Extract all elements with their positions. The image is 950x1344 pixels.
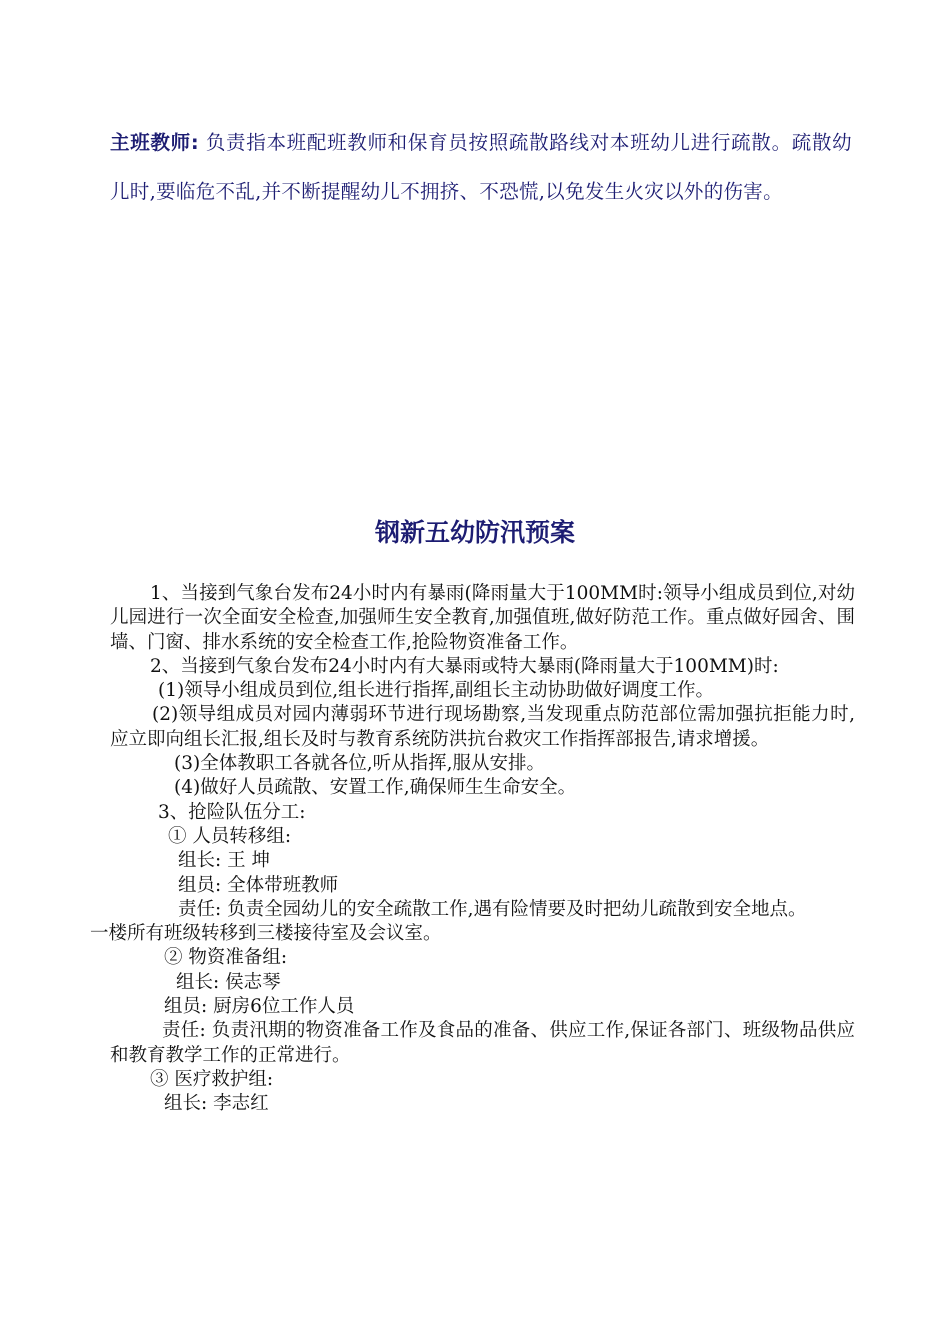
group-1-note: 一楼所有班级转移到三楼接待室及会议室。 xyxy=(90,923,442,945)
group-2-members: 组员: 厨房6位工作人员 xyxy=(164,996,355,1018)
paragraph-3: 3、抢险队伍分工: xyxy=(158,801,306,823)
role-description: 负责指本班配班教师和保育员按照疏散路线对本班幼儿进行疏散。疏散幼儿时,要临危不乱,并不断提醒幼儿不拥挤、不恐慌,以免发生火灾以外的伤害。 xyxy=(110,131,852,203)
paragraph-2-2: (2)领导组成员对园内薄弱环节进行现场勘察,当发现重点防范部位需加强抗拒能力时,应立即向组长汇报,组长及时与教育系统防洪抗台救灾工作指挥部报告,请求增援。 xyxy=(110,704,855,750)
group-2-leader: 组长: 侯志琴 xyxy=(176,971,281,993)
group-3-leader: 组长: 李志红 xyxy=(164,1093,269,1115)
document-body xyxy=(90,582,855,1117)
paragraph-2: 2、当接到气象台发布24小时内有大暴雨或特大暴雨(降雨量大于100MM)时: xyxy=(150,655,779,677)
page-title: 钢新五幼防汛预案 xyxy=(374,518,575,547)
group-2-duty: 责任: 负责汛期的物资准备工作及食品的准备、供应工作,保证各部门、班级物品供应和教育教学工作的正常进行。 xyxy=(110,1020,855,1066)
group-1-leader: 组长: 王 坤 xyxy=(178,850,270,872)
role-label: 主班教师: xyxy=(110,131,199,154)
group-1-members: 组员: 全体带班教师 xyxy=(178,874,339,896)
paragraph-1: 1、当接到气象台发布24小时内有暴雨(降雨量大于100MM时:领导小组成员到位,对幼儿园进行一次全面安全检查,加强师生安全教育,加强值班,做好防范工作。重点做好园舍、围墙、门窗、排水系统的安全检查工作,抢险物资准备工作。 xyxy=(110,583,855,653)
group-1-heading: ① 人员转移组: xyxy=(168,825,292,847)
top-paragraph xyxy=(110,118,852,216)
paragraph-2-1: (1)领导小组成员到位,组长进行指挥,副组长主动协助做好调度工作。 xyxy=(158,680,714,702)
group-1-duty: 责任: 负责全园幼儿的安全疏散工作,遇有险情要及时把幼儿疏散到安全地点。 xyxy=(178,898,807,920)
group-2-heading: ② 物资准备组: xyxy=(164,947,288,969)
paragraph-2-4: (4)做好人员疏散、安置工作,确保师生生命安全。 xyxy=(174,777,577,799)
paragraph-2-3: (3)全体教职工各就各位,听从指挥,服从安排。 xyxy=(174,753,545,775)
group-3-heading: ③ 医疗救护组: xyxy=(150,1068,274,1090)
